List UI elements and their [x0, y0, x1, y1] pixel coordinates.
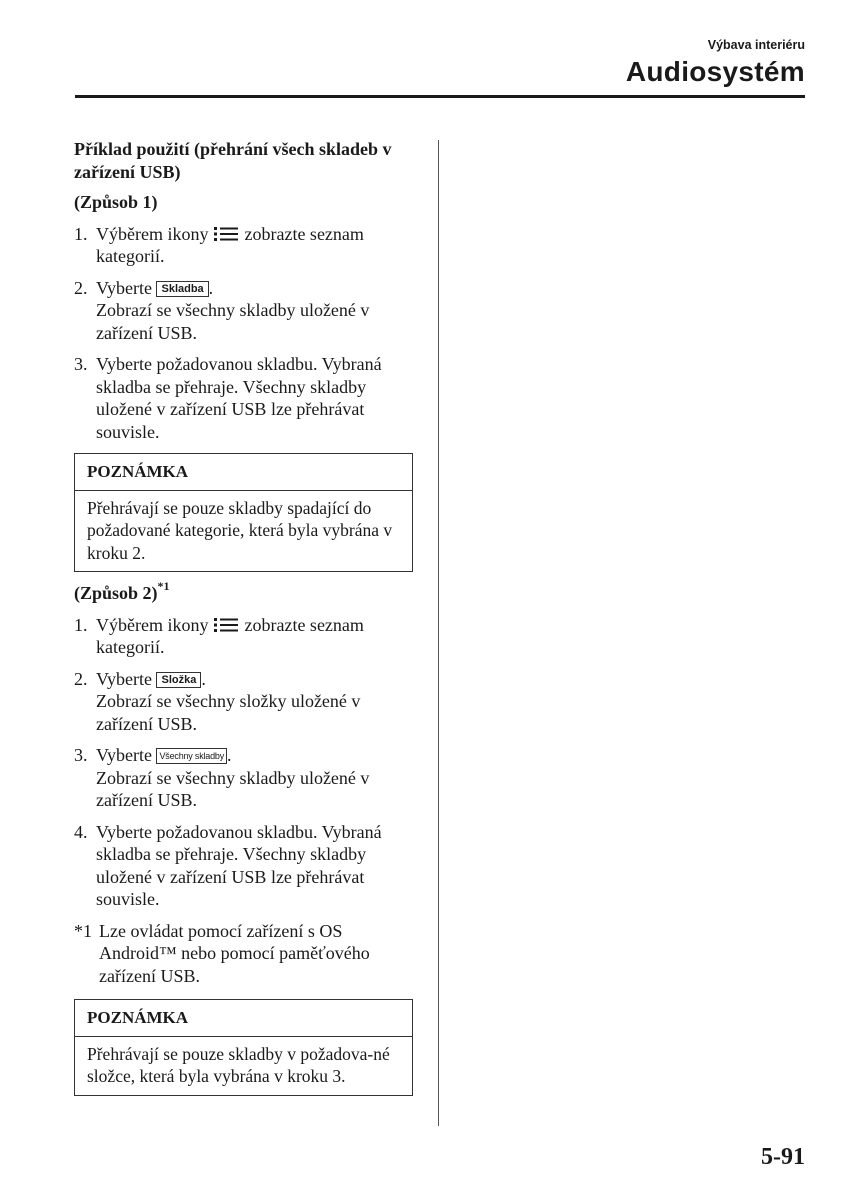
slozka-button-label: Složka — [156, 672, 201, 688]
page-title: Audiosystém — [625, 56, 805, 87]
note-title: POZNÁMKA — [75, 1000, 412, 1037]
method-2-step-2 — [74, 668, 416, 736]
step-text-after: . — [201, 668, 206, 689]
footnote-text: Lze ovládat pomocí zařízení s OS Android™ nebo pomocí paměťového zařízení USB. — [99, 920, 370, 986]
step-number: 1. — [74, 614, 88, 635]
method-2-title — [74, 579, 416, 605]
list-icon — [213, 226, 240, 242]
note-box-2 — [74, 999, 413, 1096]
method-1-title: (Způsob 1) — [74, 192, 158, 212]
step-text: Vyberte požadovanou skladbu. Vybraná skladba se přehraje. Všechny skladby uložené v zařízení USB lze přehrávat souvisle. — [96, 821, 382, 909]
step-result: Zobrazí se všechny složky uložené v zařízení USB. — [96, 691, 361, 734]
left-column — [74, 138, 416, 1106]
step-text-before: Vyberte — [96, 745, 152, 765]
note-body: Přehrávají se pouze skladby spadající do požadované kategorie, která byla vybrána v kroku 2. — [87, 497, 393, 563]
vsechny-skladby-button-label: Všechny skladby — [156, 748, 227, 764]
skladba-button-label: Skladba — [156, 281, 208, 297]
step-number: 3. — [74, 354, 88, 374]
section-heading: Příklad použití (přehrání všech skladeb v zařízení USB) — [74, 139, 392, 182]
page-number: 5-91 — [761, 1144, 805, 1170]
method-2-step-3 — [74, 744, 416, 812]
note-box-1 — [74, 453, 413, 572]
step-text-before: Vyberte — [96, 668, 152, 689]
step-text: Vyberte požadovanou skladbu. Vybraná skladba se přehraje. Všechny skladby uložené v zařízení USB lze přehrávat souvisle. — [96, 354, 382, 442]
step-number: 2. — [74, 277, 88, 298]
step-text-after: zobrazte seznam kategorií. — [96, 614, 364, 657]
footnote — [74, 920, 416, 988]
method-2-title-text: (Způsob 2) — [74, 583, 158, 603]
method-1-step-3 — [74, 353, 416, 443]
step-text-before: Výběrem ikony — [96, 614, 209, 635]
step-text-before: Výběrem ikony — [96, 223, 209, 244]
step-number: 2. — [74, 668, 88, 689]
step-text-before: Vyberte — [96, 277, 152, 298]
method-1-step-2 — [74, 277, 416, 345]
footnote-mark: *1 — [74, 920, 92, 941]
note-body: Přehrávají se pouze skladby v požadova-né složce, která byla vybrána v kroku 3. — [87, 1043, 390, 1086]
note-title: POZNÁMKA — [75, 454, 412, 491]
step-result: Zobrazí se všechny skladby uložené v zařízení USB. — [96, 767, 370, 810]
step-number: 1. — [74, 223, 88, 244]
step-number: 3. — [74, 745, 88, 765]
footnote-reference: *1 — [157, 579, 170, 593]
step-text-after: . — [208, 277, 214, 298]
list-icon — [213, 617, 240, 633]
method-1-step-1 — [74, 223, 416, 268]
step-text-after: zobrazte seznam kategorií. — [96, 223, 364, 266]
step-number: 4. — [74, 821, 88, 842]
method-2-step-1 — [74, 614, 416, 659]
step-text-after: . — [227, 745, 232, 765]
method-2-step-4 — [74, 821, 416, 911]
column-divider — [438, 140, 439, 1126]
header-rule — [75, 95, 805, 98]
step-result: Zobrazí se všechny skladby uložené v zařízení USB. — [96, 300, 370, 343]
header-section: Výbava interiéru — [707, 38, 805, 52]
